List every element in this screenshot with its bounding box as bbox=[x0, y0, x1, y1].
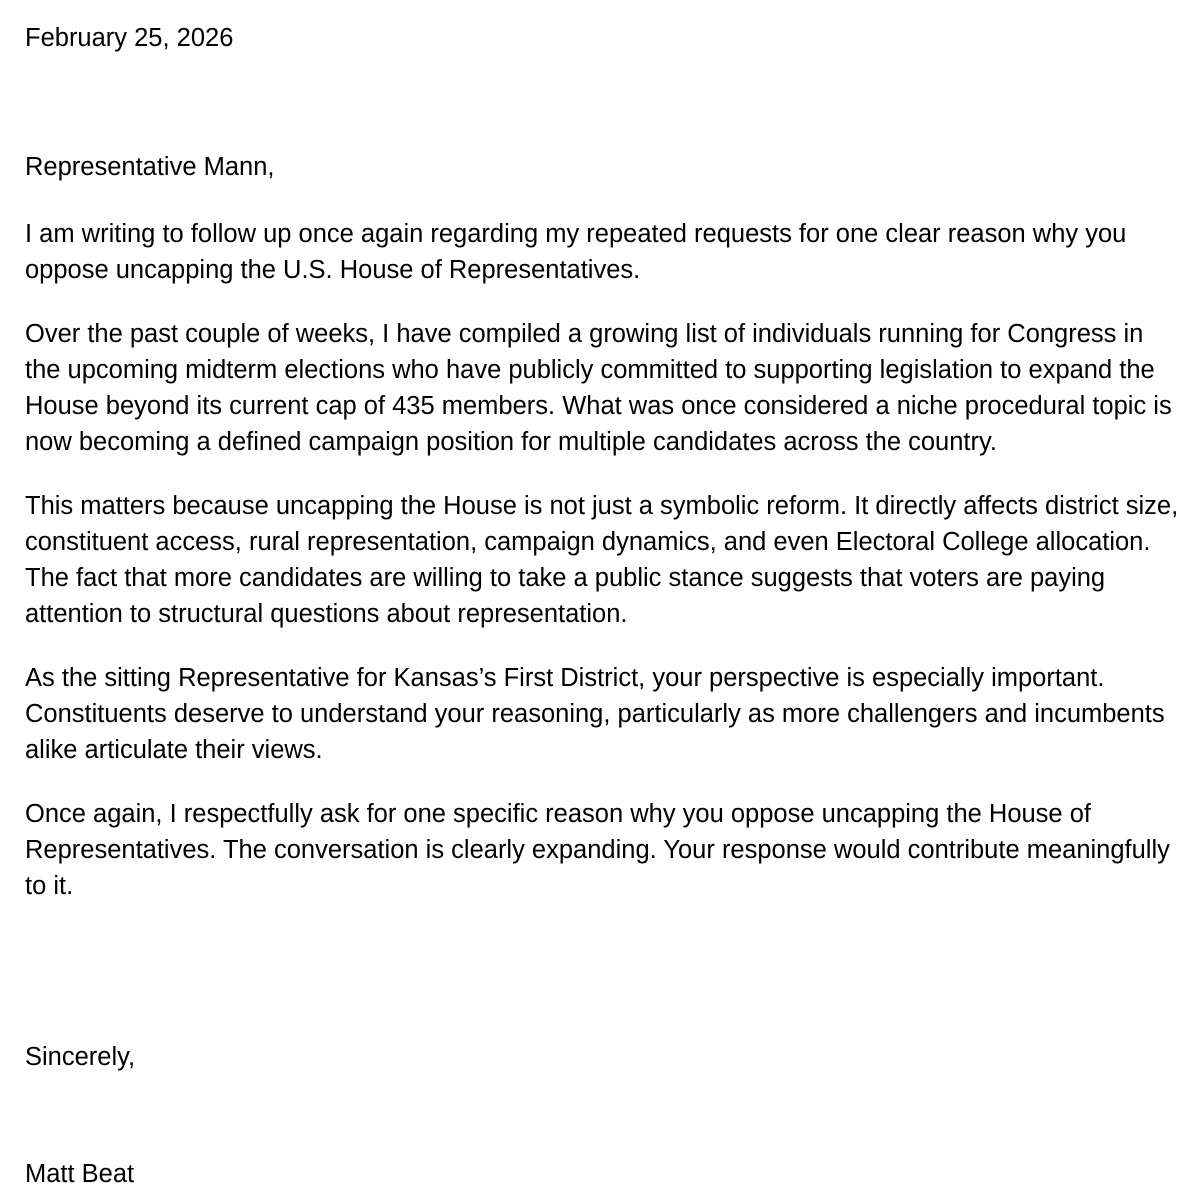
letter-paragraph-4: As the sitting Representative for Kansas’s First District, your perspective is especially important. Constituents deserve to understand your reasoning, particularly as more challengers and incumbents alike articulate their views. bbox=[25, 664, 1165, 764]
letter-salutation: Representative Mann, bbox=[25, 153, 275, 181]
letter-body bbox=[25, 216, 1185, 932]
letter-paragraph-3: This matters because uncapping the House is not just a symbolic reform. It directly affects district size, constituent access, rural representation, campaign dynamics, and even Electoral College allocation. The fact that more candidates are willing to take a public stance suggests that voters are paying attention to structural questions about representation. bbox=[25, 492, 1179, 628]
letter bbox=[25, 20, 1185, 1188]
letter-date: February 25, 2026 bbox=[25, 24, 234, 52]
letter-signature: Matt Beat bbox=[25, 1160, 135, 1188]
letter-paragraph-2: Over the past couple of weeks, I have compiled a growing list of individuals running for Congress in the upcoming midterm elections who have publicly committed to supporting legislation to expand the House beyond its current cap of 435 members. What was once considered a niche procedural topic is now becoming a defined campaign position for multiple candidates across the country. bbox=[25, 320, 1172, 456]
letter-paragraph-5: Once again, I respectfully ask for one specific reason why you oppose uncapping the House of Representatives. The conversation is clearly expanding. Your response would contribute meaningfully to it. bbox=[25, 800, 1170, 900]
letter-paragraph-1: I am writing to follow up once again regarding my repeated requests for one clear reason why you oppose uncapping the U.S. House of Representatives. bbox=[25, 220, 1127, 284]
letter-closing: Sincerely, bbox=[25, 1043, 136, 1071]
